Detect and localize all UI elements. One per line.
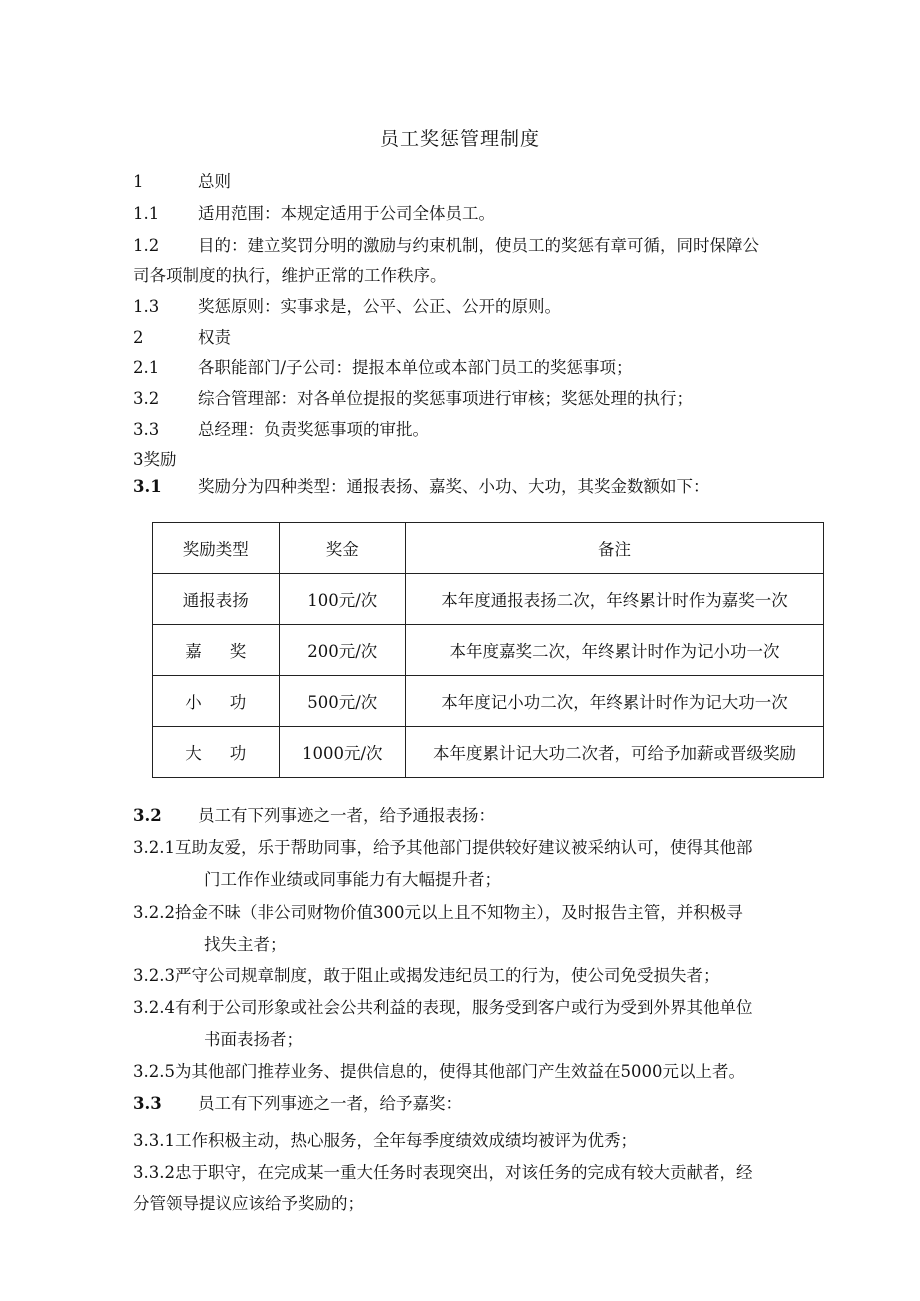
section-1 [133,172,231,192]
section-number: 1.2 [133,236,160,255]
section-text: 各职能部门/子公司：提报本单位或本部门员工的奖惩事项； [198,358,633,377]
section-3-2-2: 3.2.2拾金不昧（非公司财物价值300元以上且不知物主），及时报告主管，并积极寻 [133,903,743,922]
section-3-3 [133,1094,462,1114]
table-cell: 200元/次 [279,625,405,676]
section-number: 1.3 [133,297,160,316]
section-1-2-cont: 司各项制度的执行，维护正常的工作秩序。 [133,266,447,285]
section-text: 目的：建立奖罚分明的激励与约束机制，使员工的奖惩有章可循，同时保障公 [198,236,759,255]
section-3-2-2-cont: 找失主者； [204,935,287,954]
section-3-2-4-cont: 书面表扬者； [204,1030,303,1049]
section-text: 奖励分为四种类型：通报表扬、嘉奖、小功、大功，其奖金数额如下： [198,477,710,496]
table-header: 奖励类型 [153,523,280,574]
section-text: 奖惩原则：实事求是，公平、公正、公开的原则。 [198,297,561,316]
section-3-3-1: 3.3.1工作积极主动，热心服务，全年每季度绩效成绩均被评为优秀； [133,1131,637,1150]
section-text: 员工有下列事迹之一者，给予通报表扬： [198,806,495,825]
section-3-2-1: 3.2.1互助友爱，乐于帮助同事，给予其他部门提供较好建议被采纳认可，使得其他部 [133,838,753,857]
section-text: 综合管理部：对各单位提报的奖惩事项进行审核；奖惩处理的执行； [198,389,693,408]
table-cell: 本年度累计记大功二次者，可给予加薪或晋级奖励 [405,727,823,778]
section-text: 总经理：负责奖惩事项的审批。 [198,420,429,439]
section-3-1 [133,477,710,497]
section-3-3-2: 3.3.2忠于职守，在完成某一重大任务时表现突出，对该任务的完成有较大贡献者，经 [133,1163,753,1182]
section-text: 适用范围：本规定适用于公司全体员工。 [198,204,495,223]
table-cell: 大功 [153,727,280,778]
table-cell: 1000元/次 [279,727,405,778]
table-row [153,676,824,727]
table-row [153,574,824,625]
section-3-2-4: 3.2.4有利于公司形象或社会公共利益的表现，服务受到客户或行为受到外界其他单位 [133,998,753,1017]
section-3-2-5: 3.2.5为其他部门推荐业务、提供信息的，使得其他部门产生效益在5000元以上者。 [133,1062,745,1081]
table-header-row [153,523,824,574]
section-number: 1.1 [133,204,160,223]
table-cell: 小功 [153,676,280,727]
section-number: 3.1 [133,477,162,496]
table-cell: 500元/次 [279,676,405,727]
section-number: 2.1 [133,358,160,377]
table-cell: 嘉奖 [153,625,280,676]
table-row [153,727,824,778]
table-row [153,625,824,676]
section-3: 3奖励 [133,450,177,469]
table-cell: 本年度嘉奖二次，年终累计时作为记小功一次 [405,625,823,676]
section-text: 权责 [198,328,231,347]
section-3-3-2-cont: 分管领导提议应该给予奖励的； [133,1194,364,1213]
section-3-2-1-cont: 门工作作业绩或同事能力有大幅提升者； [204,870,501,889]
section-number: 3.3 [133,1094,162,1113]
section-number: 3.2 [133,389,160,408]
section-text: 总则 [198,172,231,191]
section-3-2-3: 3.2.3严守公司规章制度，敢于阻止或揭发违纪员工的行为，使公司免受损失者； [133,966,720,985]
section-1-3 [133,297,561,317]
section-number: 3.2 [133,806,162,825]
table-header: 备注 [405,523,823,574]
section-2-1 [133,358,633,378]
section-text: 员工有下列事迹之一者，给予嘉奖： [198,1094,462,1113]
document-title: 员工奖惩管理制度 [379,128,540,150]
table-cell: 本年度记小功二次，年终累计时作为记大功一次 [405,676,823,727]
section-2-3 [133,420,429,440]
section-number: 1 [133,172,144,191]
section-1-1 [133,204,495,224]
section-1-2 [133,236,759,256]
section-2 [133,328,231,348]
section-number: 2 [133,328,144,347]
section-2-2 [133,389,693,409]
section-number: 3.3 [133,420,160,439]
reward-table [152,522,824,778]
table-cell: 100元/次 [279,574,405,625]
table-cell: 通报表扬 [153,574,280,625]
table-cell: 本年度通报表扬二次，年终累计时作为嘉奖一次 [405,574,823,625]
table-header: 奖金 [279,523,405,574]
section-3-2 [133,806,495,826]
